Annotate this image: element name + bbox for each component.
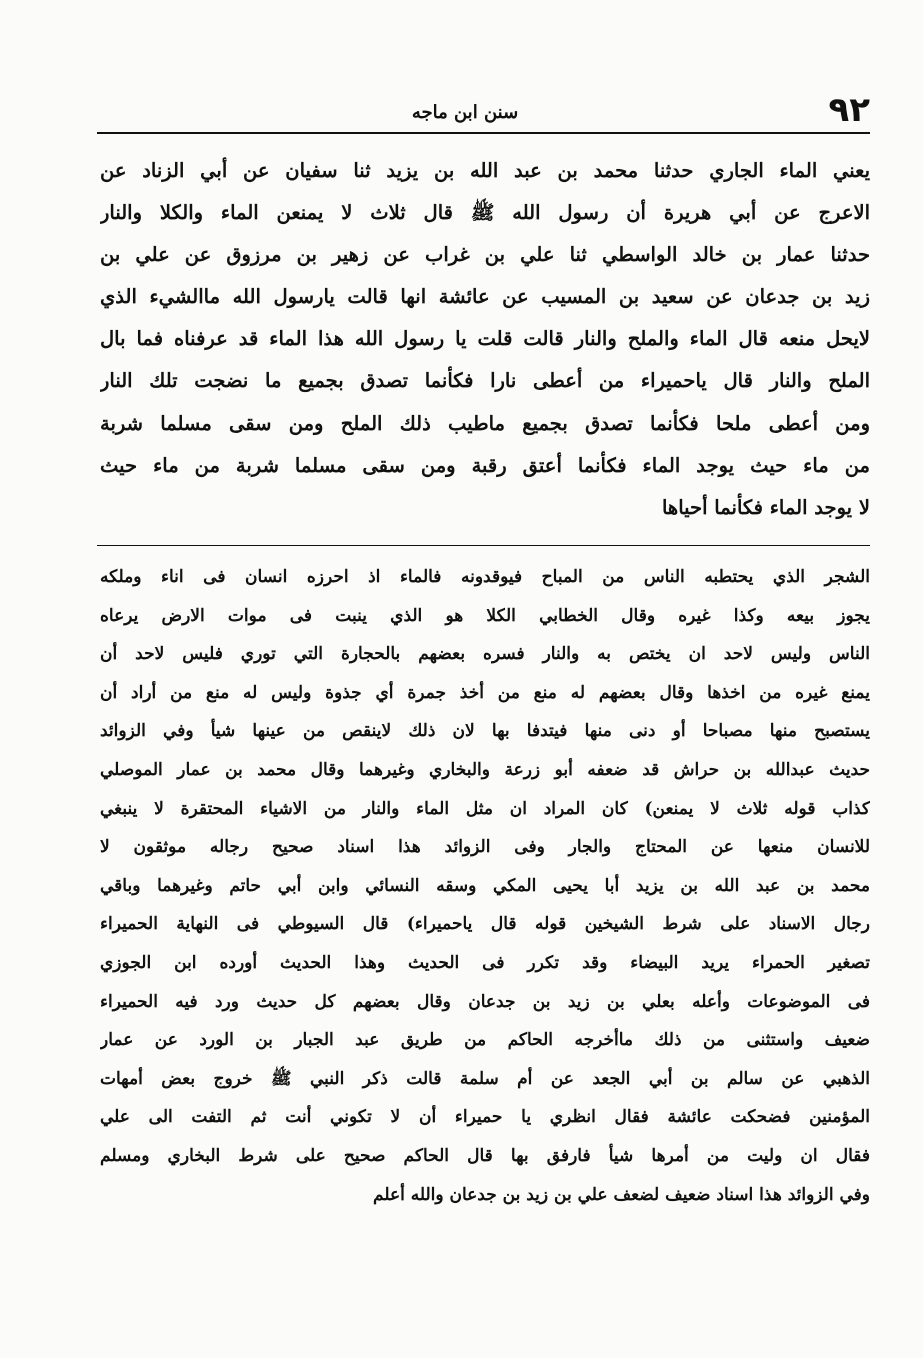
- commentary-line: محمد بن عبد الله بن يزيد أبا يحيى المكي وسقه النسائي وابن أبي حاتم وغيرهما وباقي: [100, 875, 870, 896]
- text-line: حدثنا عمار بن خالد الواسطي ثنا علي بن غراب عن زهير بن مرزوق عن علي بن: [100, 243, 870, 267]
- commentary-line: للانسان منعها عن المحتاج والجار وفى الزوائد هذا اسناد صحيح رجاله موثقون لا: [100, 837, 870, 858]
- commentary-line: وفي الزوائد هذا اسناد ضعيف لضعف علي بن زيد بن جدعان والله أعلم: [373, 1184, 870, 1205]
- text-line: لايحل منعه قال الماء والملح والنار قالت قلت يا رسول الله هذا الماء قد عرفناه فما بال: [100, 327, 870, 351]
- commentary-line: حديث عبدالله بن حراش قد ضعفه أبو زرعة والبخاري وغيرهما وقال محمد بن عمار الموصلي: [100, 759, 870, 780]
- commentary-line: رجال الاسناد على شرط الشيخين قوله قال ياحميراء) قال السيوطي فى النهاية الحميراء: [100, 914, 870, 935]
- page-number: ٩٢: [828, 90, 870, 130]
- text-line: ومن أعطى ملحا فكأنما تصدق بجميع ماطيب ذلك الملح ومن سقى مسلما شربة: [100, 411, 870, 435]
- text-line: من ماء حيث يوجد الماء فكأنما أعتق رقبة ومن سقى مسلما شربة من ماء حيث: [100, 453, 870, 477]
- commentary-line: تصغير الحمراء يريد البيضاء وقد تكرر فى الحديث وهذا الحديث أورده ابن الجوزي: [100, 952, 870, 973]
- commentary-line: يجوز بيعه وكذا غيره وقال الخطابي الكلا هو الذي ينبت فى موات الارض يرعاه: [100, 605, 870, 626]
- text-line: لا يوجد الماء فكأنما أحياها: [661, 495, 870, 519]
- commentary-text: [100, 558, 870, 1214]
- page-header: [60, 90, 870, 136]
- commentary-line: الشجر الذي يحتطبه الناس من المباح فيوقدونه فالماء اذ احرزه انسان فى اناء وملكه: [100, 567, 870, 587]
- text-line: يعني الماء الجاري حدثنا محمد بن عبد الله بن يزيد ثنا سفيان عن أبي الزناد عن: [100, 159, 870, 182]
- commentary-line: فى الموضوعات وأعله بعلي بن زيد بن جدعان وقال بعضهم كل حديث ورد فيه الحميراء: [100, 991, 870, 1012]
- text-line: الاعرج عن أبي هريرة أن رسول الله ﷺ قال ثلاث لا يمنعن الماء والكلا والنار: [100, 201, 870, 225]
- commentary-line: يستصبح منها مصباحا أو دنى منها فيتدفا بها لان ذلك لاينقص من عينها شيأ وفي الزوائد: [100, 721, 870, 742]
- commentary-line: الناس وليس لاحد ان يختص به والنار فسره بعضهم بالحجارة التي توري فليس لاحد أن: [100, 644, 870, 665]
- hadith-text: [100, 150, 870, 529]
- commentary-line: المؤمنين فضحكت عائشة فقال انظري يا حميراء أن لا تكوني أنت ثم التفت الى علي: [100, 1107, 870, 1128]
- header-rule: [97, 132, 870, 134]
- commentary-line: الذهبي عن سالم بن أبي الجعد عن أم سلمة قالت ذكر النبي ﷺ خروج بعض أمهات: [100, 1068, 870, 1089]
- commentary-line: يمنع غيره من اخذها وقال بعضهم له منع من أخذ جمرة أي جذوة وليس له منع من أراد أن: [100, 682, 870, 703]
- commentary-line: فقال ان وليت من أمرها شيأ فارفق بها قال الحاكم صحيح على شرط البخاري ومسلم: [100, 1145, 870, 1166]
- text-line: زيد بن جدعان عن سعيد بن المسيب عن عائشة انها قالت يارسول الله ماالشيء الذي: [100, 285, 870, 309]
- commentary-line: كذاب قوله ثلاث لا يمنعن) كان المراد ان مثل الماء والنار من الاشياء المحتقرة لا ينبغي: [100, 798, 870, 819]
- text-line: الملح والنار قال ياحميراء من أعطى نارا فكأنما تصدق بجميع ما نضجت تلك النار: [100, 369, 870, 393]
- section-divider: [97, 545, 870, 546]
- commentary-line: ضعيف واستثنى من ذلك ماأخرجه الحاكم من طريق عبد الجبار بن الورد عن عمار: [100, 1030, 870, 1051]
- running-title: سنن ابن ماجه: [411, 102, 519, 123]
